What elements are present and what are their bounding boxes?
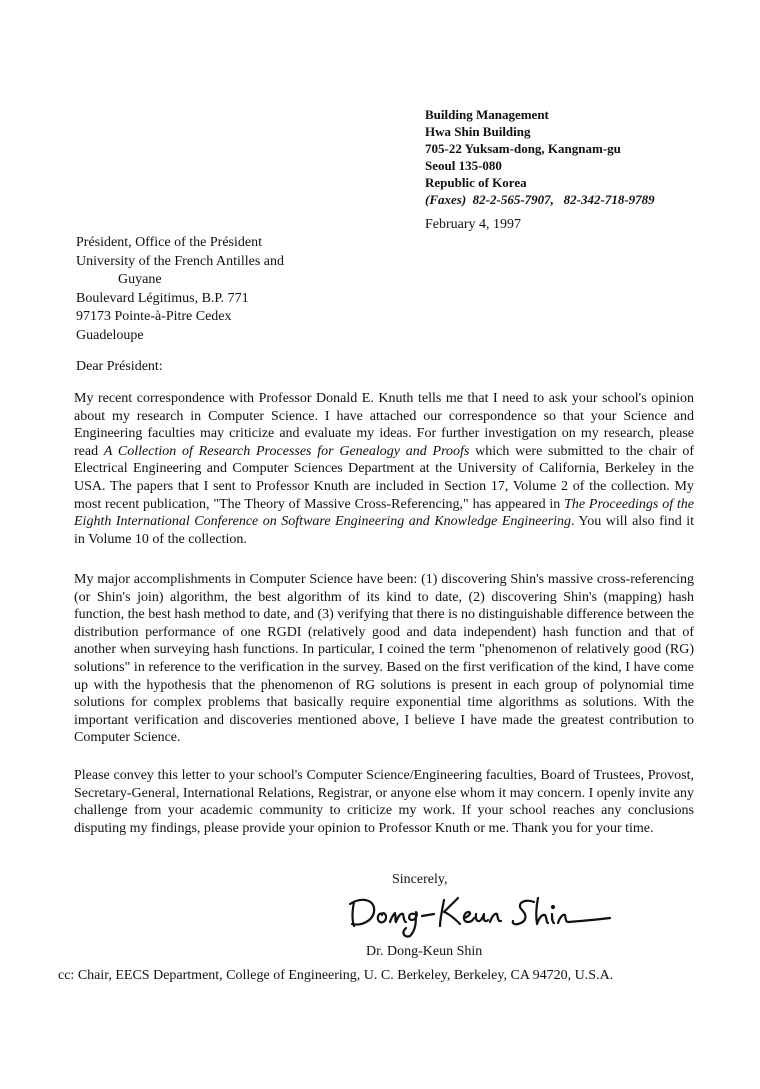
closing: Sincerely, bbox=[392, 872, 448, 887]
body-paragraph-1 bbox=[74, 390, 694, 548]
p1-text-e: . You will also find it in Volume 10 of the collection. bbox=[74, 514, 694, 547]
letter-date: February 4, 1997 bbox=[425, 217, 522, 232]
sender-country: Republic of Korea bbox=[425, 175, 527, 190]
recipient-line-3: Guyane bbox=[118, 272, 162, 288]
signer-name: Dr. Dong-Keun Shin bbox=[366, 944, 483, 959]
sender-city: Seoul 135-080 bbox=[425, 158, 502, 173]
salutation: Dear Président: bbox=[76, 359, 163, 374]
fax-numbers: 82-2-565-7907, 82-342-718-9789 bbox=[472, 192, 655, 207]
sender-building: Hwa Shin Building bbox=[425, 124, 531, 139]
recipient-line-5: 97173 Pointe-à-Pitre Cedex bbox=[76, 309, 232, 325]
body-paragraph-3: Please convey this letter to your school's Computer Science/Engineering faculties, Board of Trustees, Provost, Secretary-General, International Relations, Registrar, or anyone else whom it may concern. I openly invite any challenge from your academic community to criticize my work. If your school reaches any conclusions disputing my findings, please provide your opinion to Professor Knuth or me. Thank you for your time. bbox=[74, 768, 694, 836]
sender-address bbox=[425, 106, 655, 208]
p1-text-a: My recent correspondence with Professor Donald E. Knuth tells me that I need to ask your school's opinion about my research in Computer Science. I have attached our correspondence so that your Science and Engineering faculties may criticize and evaluate my ideas. For further investigation on my research, please read bbox=[74, 391, 694, 459]
recipient-address bbox=[76, 234, 284, 346]
recipient-line-1: Président, Office of the Président bbox=[76, 235, 262, 250]
sender-fax bbox=[425, 191, 655, 208]
recipient-line-4: Boulevard Légitimus, B.P. 771 bbox=[76, 290, 249, 306]
p1-book-title: A Collection of Research Processes for Genealogy and Proofs bbox=[103, 443, 470, 459]
sender-street: 705-22 Yuksam-dong, Kangnam-gu bbox=[425, 141, 621, 156]
body-paragraph-2: My major accomplishments in Computer Science have been: (1) discovering Shin's massive cross-referencing (or Shin's join) algorithm, the best algorithm of its kind to date, (2) discovering Shin's (mapping) hash function, the best hash method to date, and (3) verifying that there is no distinguishable difference between the distribution performance of one RGDI (relatively good and data independent) hash function and that of another when surveying hash functions. In particular, I coined the term "phenomenon of relatively good (RG) solutions" in reference to the verification in the survey. Based on the first verification of the kind, I have come up with the hypothesis that the phenomenon of RG solutions is present in each group of polynomial time solutions for complex problems that basically require exponential time algorithms as solutions. With the important verification and discoveries mentioned above, I believe I have made the greatest contribution to Computer Science. bbox=[74, 572, 694, 746]
cc-line: cc: Chair, EECS Department, College of Engineering, U. C. Berkeley, Berkeley, CA 94720, U.S.A. bbox=[58, 968, 614, 983]
handwritten-signature bbox=[348, 890, 618, 940]
recipient-line-2: University of the French Antilles and bbox=[76, 253, 285, 269]
fax-label: (Faxes) bbox=[425, 192, 467, 207]
p1-proceedings-title: The Proceedings of the Eighth International Conference on Software Engineering and Knowledge Engineering bbox=[74, 496, 695, 530]
recipient-line-6: Guadeloupe bbox=[76, 327, 144, 343]
sender-name: Building Management bbox=[425, 107, 549, 122]
p1-text-c: which were submitted to the chair of Electrical Engineering and Computer Sciences Department at the University of California, Berkeley in the USA. The papers that I sent to Professor Knuth are included in Section 17, Volume 2 of the collection. My most recent publication, "The Theory of Massive Cross-Referencing," has appeared in bbox=[74, 443, 694, 512]
